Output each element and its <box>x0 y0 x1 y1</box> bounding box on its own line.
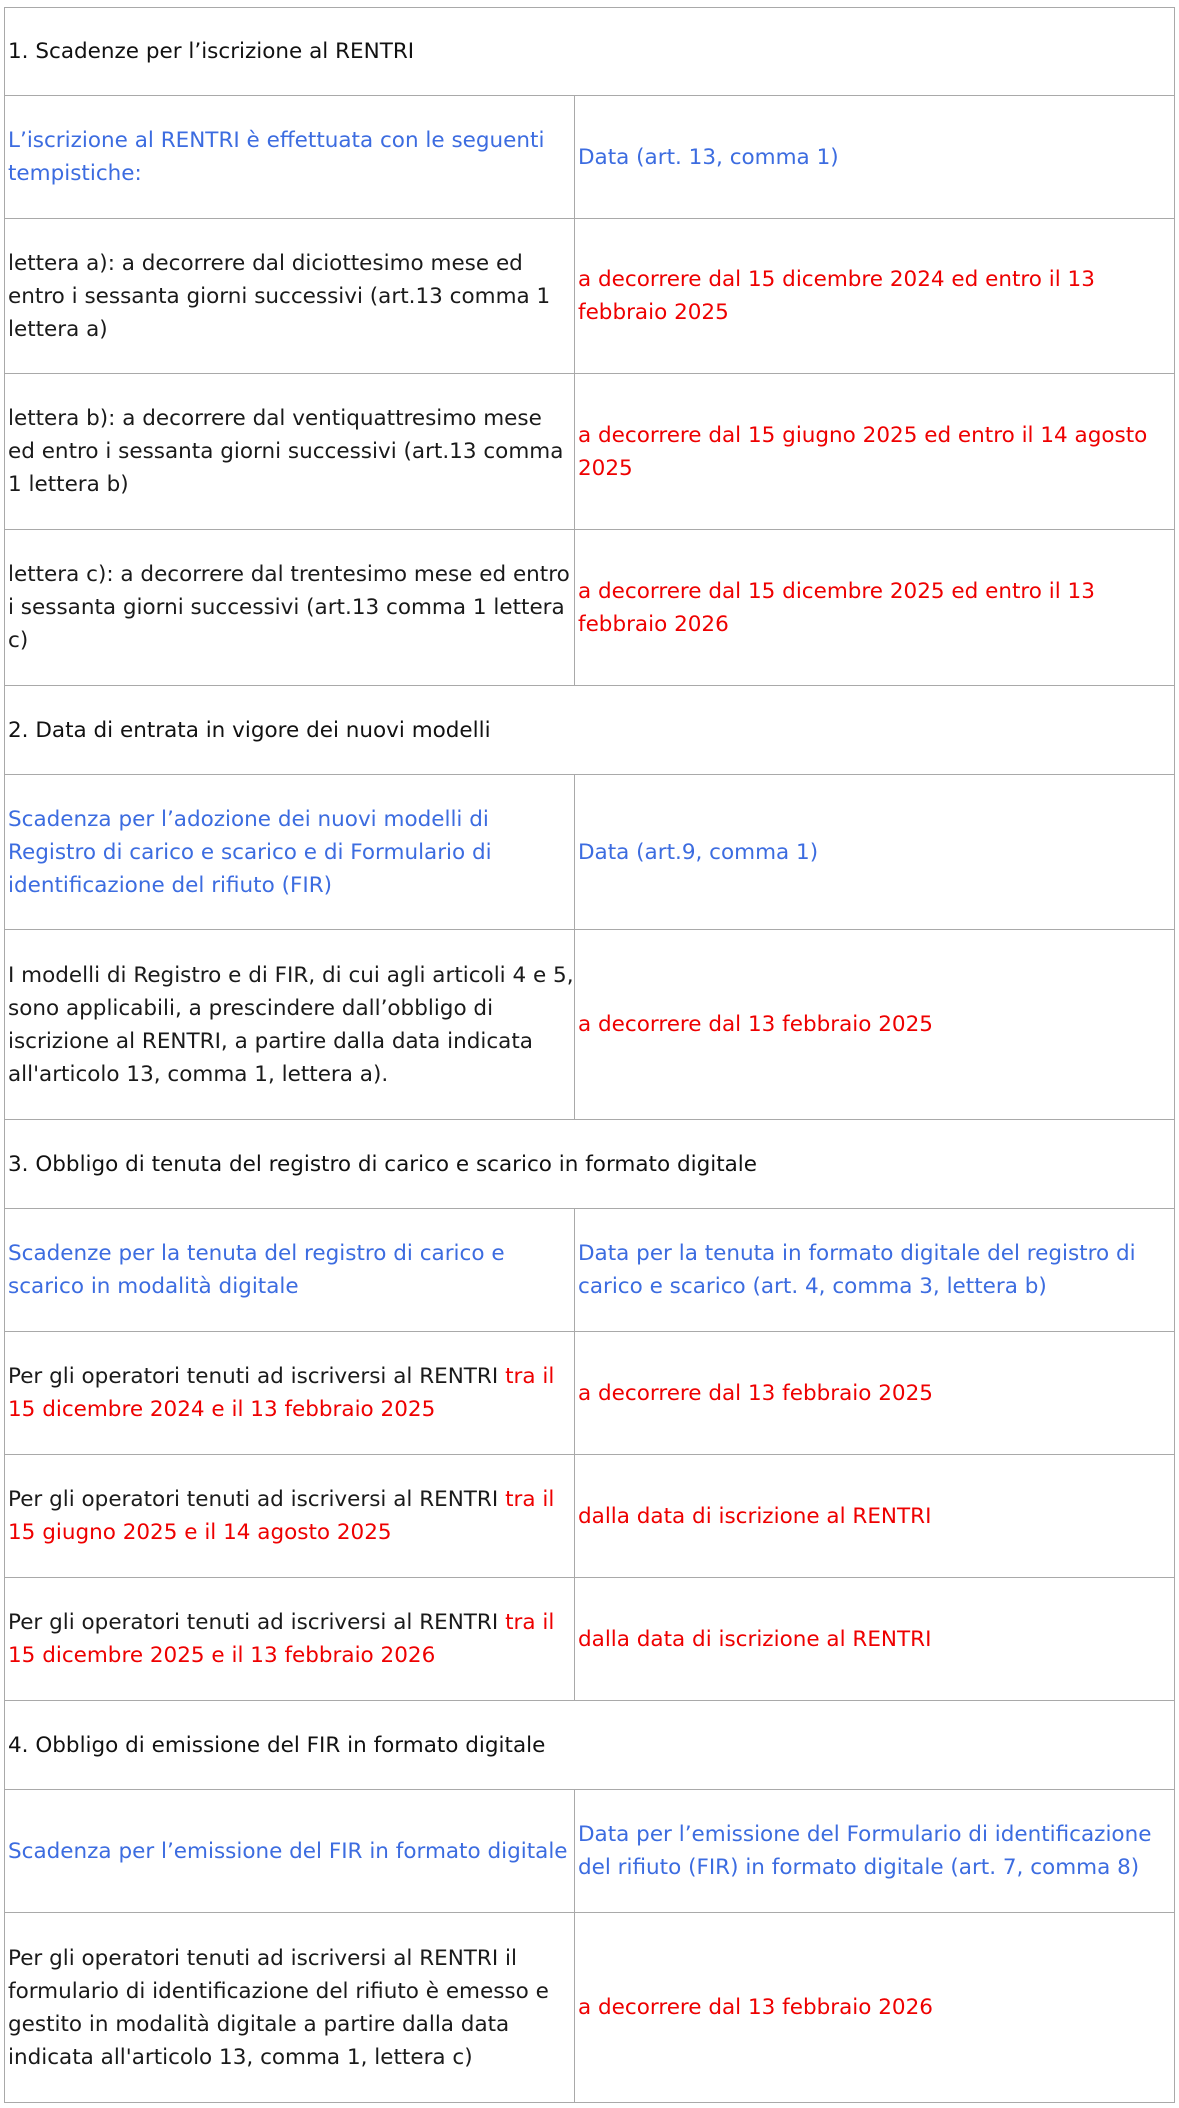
row-date: dalla data di iscrizione al RENTRI <box>575 1455 1175 1578</box>
column-header-right: Data (art.9, comma 1) <box>575 775 1175 930</box>
column-header-right: Data (art. 13, comma 1) <box>575 96 1175 219</box>
section-title-row <box>5 1701 1175 1790</box>
column-header-row <box>5 1209 1175 1332</box>
column-header-right: Data per l’emissione del Formulario di identificazione del rifiuto (FIR) in formato digitale (art. 7, comma 8) <box>575 1790 1175 1913</box>
row-period: tra il 15 dicembre 2025 e il 13 febbraio 2026 <box>8 1610 555 1668</box>
row-date: a decorrere dal 15 giugno 2025 ed entro il 14 agosto 2025 <box>575 374 1175 530</box>
row-description: lettera c): a decorrere dal trentesimo mese ed entro i sessanta giorni successivi (art.13 comma 1 lettera c) <box>5 530 575 686</box>
table-row <box>5 1332 1175 1455</box>
row-period: tra il 15 dicembre 2024 e il 13 febbraio 2025 <box>8 1364 555 1422</box>
column-header-left: L’iscrizione al RENTRI è effettuata con le seguenti tempistiche: <box>5 96 575 219</box>
row-description <box>5 1455 575 1578</box>
section-title-row <box>5 1120 1175 1209</box>
column-header-row <box>5 1790 1175 1913</box>
row-period: tra il 15 giugno 2025 e il 14 agosto 2025 <box>8 1487 555 1545</box>
column-header-left: Scadenze per la tenuta del registro di carico e scarico in modalità digitale <box>5 1209 575 1332</box>
column-header-row <box>5 775 1175 930</box>
column-header-row <box>5 96 1175 219</box>
deadlines-table <box>4 7 1175 2103</box>
row-date: a decorrere dal 15 dicembre 2024 ed entro il 13 febbraio 2025 <box>575 219 1175 374</box>
section-title-row <box>5 8 1175 96</box>
section-title: 2. Data di entrata in vigore dei nuovi modelli <box>5 686 1175 775</box>
section-title: 3. Obbligo di tenuta del registro di carico e scarico in formato digitale <box>5 1120 1175 1209</box>
row-description <box>5 1578 575 1701</box>
row-description: I modelli di Registro e di FIR, di cui agli articoli 4 e 5, sono applicabili, a prescindere dall’obbligo di iscrizione al RENTRI, a partire dalla data indicata all'articolo 13, comma 1, lettera a). <box>5 930 575 1120</box>
table-row <box>5 374 1175 530</box>
table-row <box>5 1913 1175 2103</box>
row-date: a decorrere dal 13 febbraio 2025 <box>575 1332 1175 1455</box>
row-description: lettera b): a decorrere dal ventiquattresimo mese ed entro i sessanta giorni successivi (art.13 comma 1 lettera b) <box>5 374 575 530</box>
column-header-left: Scadenza per l’adozione dei nuovi modelli di Registro di carico e scarico e di Formulario di identificazione del rifiuto (FIR) <box>5 775 575 930</box>
section-title: 1. Scadenze per l’iscrizione al RENTRI <box>5 8 1175 96</box>
table-row <box>5 1578 1175 1701</box>
row-description-text: Per gli operatori tenuti ad iscriversi al RENTRI <box>8 1364 506 1389</box>
row-description: Per gli operatori tenuti ad iscriversi al RENTRI il formulario di identificazione del rifiuto è emesso e gestito in modalità digitale a partire dalla data indicata all'articolo 13, comma 1, lettera c) <box>5 1913 575 2103</box>
table-row <box>5 930 1175 1120</box>
row-description <box>5 1332 575 1455</box>
row-description-text: Per gli operatori tenuti ad iscriversi al RENTRI <box>8 1487 506 1512</box>
table-row <box>5 530 1175 686</box>
row-date: dalla data di iscrizione al RENTRI <box>575 1578 1175 1701</box>
table-row <box>5 1455 1175 1578</box>
table-row <box>5 219 1175 374</box>
column-header-right: Data per la tenuta in formato digitale del registro di carico e scarico (art. 4, comma 3, lettera b) <box>575 1209 1175 1332</box>
section-title-row <box>5 686 1175 775</box>
section-title: 4. Obbligo di emissione del FIR in formato digitale <box>5 1701 1175 1790</box>
row-date: a decorrere dal 13 febbraio 2026 <box>575 1913 1175 2103</box>
row-description: lettera a): a decorrere dal diciottesimo mese ed entro i sessanta giorni successivi (art.13 comma 1 lettera a) <box>5 219 575 374</box>
row-date: a decorrere dal 13 febbraio 2025 <box>575 930 1175 1120</box>
row-description-text: Per gli operatori tenuti ad iscriversi al RENTRI <box>8 1610 506 1635</box>
row-date: a decorrere dal 15 dicembre 2025 ed entro il 13 febbraio 2026 <box>575 530 1175 686</box>
column-header-left: Scadenza per l’emissione del FIR in formato digitale <box>5 1790 575 1913</box>
